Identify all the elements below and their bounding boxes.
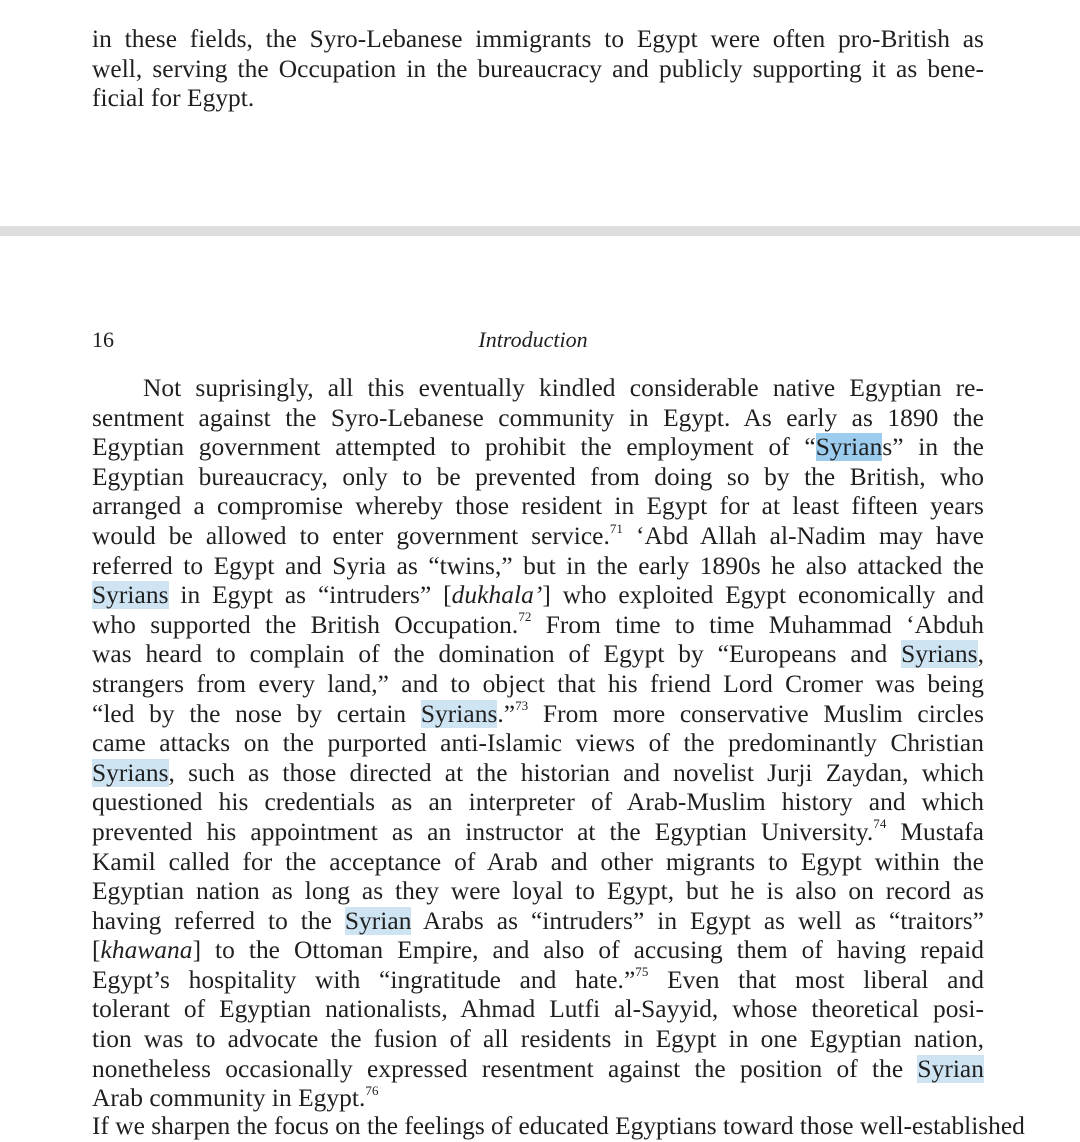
search-highlight[interactable]: Syrian: [344, 906, 412, 935]
search-highlight[interactable]: Syrians: [901, 640, 978, 669]
text-line: [khawana] to the Ottoman Empire, and also of accusing them of having repaid: [92, 936, 984, 965]
text-line: Kamil called for the acceptance of Arab and other migrants to Egypt within the: [92, 847, 984, 876]
text-line: came attacks on the purported anti-Islamic views of the predominantly Christian: [92, 729, 984, 758]
text-line: in these fields, the Syro-Lebanese immigrants to Egypt were often pro-British as: [92, 25, 984, 53]
text-line: Arab community in Egypt.$^{76}$: [92, 1082, 379, 1113]
text-line: “led by the nose by certain Syrians.”$^{73}$ From more conservative Muslim circles: [92, 698, 985, 728]
search-highlight[interactable]: Syrian: [917, 1054, 984, 1083]
text-line: Egyptian bureaucracy, only to be prevented from doing so by the British, who: [92, 462, 984, 491]
footnote-ref: 71: [609, 520, 623, 536]
text-line: Syrians, such as those directed at the historian and novelist Jurji Zaydan, which: [92, 758, 984, 787]
footnote-ref: 76: [365, 1082, 379, 1098]
text-line: who supported the British Occupation.$^{72}$ From time to time Muhammad ‘Abduh: [92, 609, 985, 639]
search-highlight[interactable]: Syrians: [92, 758, 169, 787]
text-line: Syrians in Egypt as “intruders” [dukhala’] who exploited Egypt economically and: [92, 581, 985, 610]
text-line: Not suprisingly, all this eventually kindled considerable native Egyptian re-: [143, 374, 984, 402]
text-line: would be allowed to enter government service.$^{71}$ ‘Abd Allah al-Nadim may have: [92, 520, 984, 550]
text-line: tolerant of Egyptian nationalists, Ahmad Lutfi al-Sayyid, whose theoretical posi-: [92, 995, 984, 1024]
text-line: referred to Egypt and Syria as “twins,” but in the early 1890s he also attacked the: [92, 551, 984, 580]
text-line: tion was to advocate the fusion of all residents in Egypt in one Egyptian nation,: [92, 1025, 984, 1054]
search-highlight[interactable]: Syrians: [92, 581, 169, 610]
footnote-ref: 72: [518, 609, 532, 625]
selected-word[interactable]: Syrian: [815, 433, 883, 462]
search-highlight[interactable]: Syrians: [420, 699, 498, 728]
cutoff-text-line: If we sharpen the focus on the feelings of educated Egyptians toward those well-established: [92, 1112, 1025, 1140]
previous-page: [0, 0, 1080, 226]
footnote-ref: 73: [515, 698, 529, 714]
text-line: well, serving the Occupation in the bureaucracy and publicly supporting it as bene-: [92, 54, 984, 83]
text-line: Egypt’s hospitality with “ingratitude and hate.”$^{75}$ Even that most liberal and: [92, 964, 984, 994]
page-number: 16: [92, 327, 114, 352]
text-line: arranged a compromise whereby those resident in Egypt for at least fifteen years: [92, 492, 984, 521]
running-title: Introduction: [478, 327, 588, 352]
text-line: was heard to complain of the domination of Egypt by “Europeans and Syrians,: [92, 640, 984, 669]
previous-page-text: [92, 25, 984, 114]
text-line: ficial for Egypt.: [92, 84, 255, 113]
page-divider: [0, 226, 1080, 236]
text-line: Egyptian nation as long as they were loyal to Egypt, but he is also on record as: [92, 877, 984, 906]
text-line: prevented his appointment as an instructor at the Egyptian University.$^{74}$ Mustafa: [92, 816, 984, 846]
text-line: Egyptian government attempted to prohibit the employment of “Syrians” in the: [92, 433, 984, 462]
page-header: [92, 327, 984, 357]
footnote-ref: 74: [873, 816, 887, 832]
text-line: nonetheless occasionally expressed resentment against the position of the Syrian: [92, 1054, 984, 1083]
footnote-ref: 75: [635, 964, 649, 980]
text-line: strangers from every land,” and to object that his friend Lord Cromer was being: [92, 669, 984, 698]
text-line: sentment against the Syro-Lebanese community in Egypt. As early as 1890 the: [92, 403, 984, 432]
text-line: questioned his credentials as an interpreter of Arab-Muslim history and which: [92, 788, 984, 817]
body-paragraph: [92, 374, 984, 1114]
text-line: having referred to the Syrian Arabs as “intruders” in Egypt as well as “traitors”: [92, 906, 984, 935]
